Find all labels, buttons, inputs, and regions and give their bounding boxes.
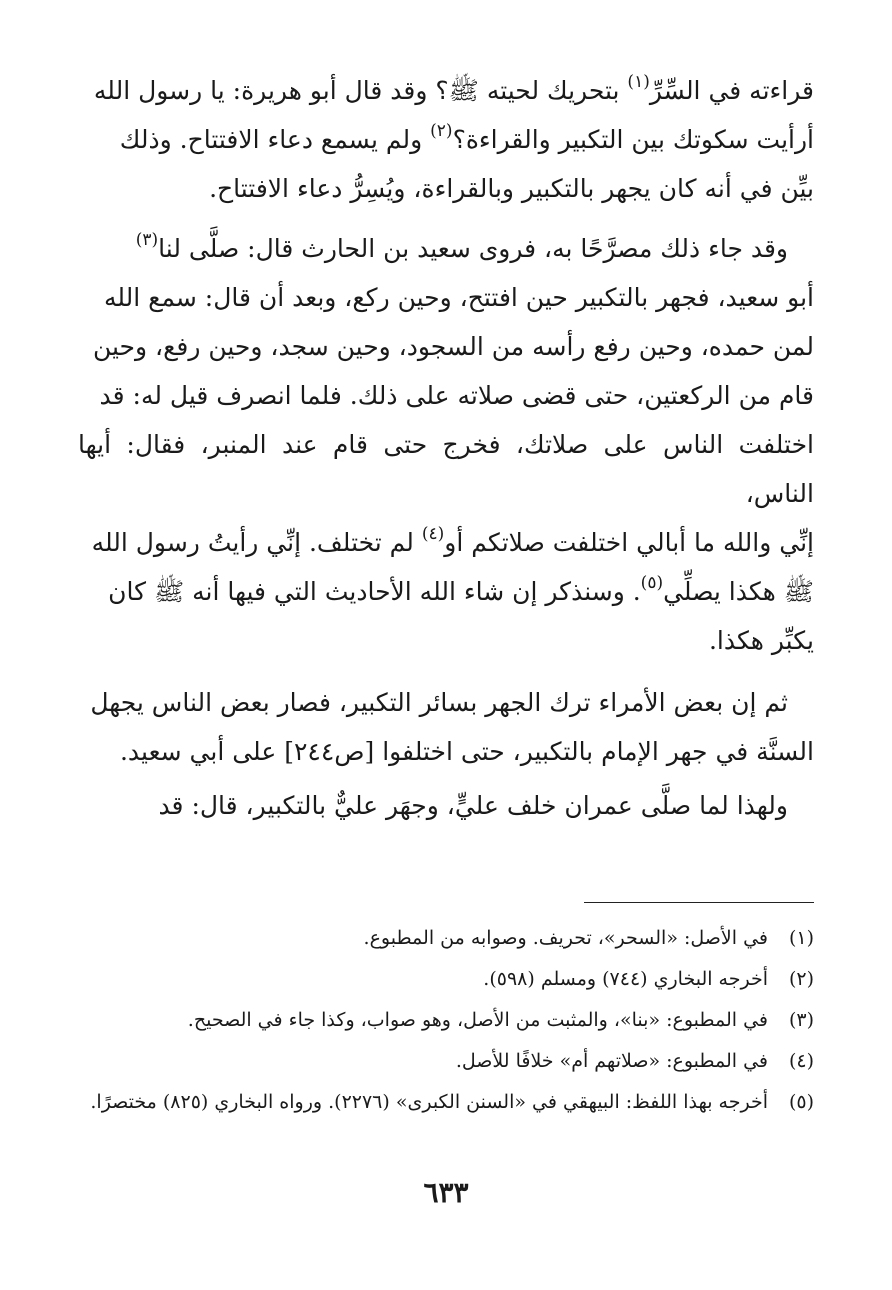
line-text: لم تختلف. إنِّي رأيتُ رسول الله [91, 528, 422, 557]
line-text: يكبِّر هكذا. [708, 626, 814, 655]
footnote-number: (٢) [788, 968, 814, 990]
paragraph-line [78, 164, 814, 213]
paragraph-line [78, 567, 814, 616]
line-text: قراءته في السِّرِّ [649, 76, 814, 105]
footnote-item [78, 918, 814, 959]
page-number: ٦٣٣ [423, 1176, 469, 1209]
footnote-number: (٣) [788, 1009, 814, 1031]
paragraph-line [78, 115, 814, 164]
paragraph-line [78, 224, 814, 273]
footnote-marker-3[interactable]: (٣) [135, 230, 159, 250]
paragraph-line [78, 273, 814, 322]
paragraph-line [78, 727, 814, 776]
line-text: بيِّن في أنه كان يجهر بالتكبير وبالقراءة، ويُسِرُّ دعاء الافتتاح. [209, 174, 814, 203]
paragraph-line [78, 616, 814, 665]
footnote-text: في المطبوع: «بنا»، والمثبت من الأصل، وهو صواب، وكذا جاء في الصحيح. [187, 1009, 768, 1031]
line-text: إنِّي والله ما أبالي اختلفت صلاتكم أو [444, 528, 814, 557]
line-text: بتحريك لحيته ﷺ؟ وقد قال أبو هريرة: يا رسول الله [93, 76, 628, 105]
paragraph-line [78, 678, 814, 727]
footnote-item [78, 1041, 814, 1082]
footnote-marker-1[interactable]: (١) [627, 72, 650, 92]
footnote-item [78, 1082, 814, 1123]
footnote-marker-5[interactable]: (٥) [640, 573, 664, 593]
paragraph-line [78, 322, 814, 371]
paragraph-line [78, 518, 814, 567]
line-text: أرأيت سكوتك بين التكبير والقراءة؟ [452, 125, 814, 154]
line-text: السنَّة في جهر الإمام بالتكبير، حتى اختلفوا [ص٢٤٤] على أبي سعيد. [119, 737, 814, 766]
line-text: اختلفت الناس على صلاتك، فخرج حتى قام عند المنبر، فقال: أيها الناس، [78, 430, 814, 508]
line-text: ﷺ هكذا يصلِّي [663, 577, 814, 606]
footnote-text: أخرجه بهذا اللفظ: البيهقي في «السنن الكبرى» (٢٢٧٦). ورواه البخاري (٨٢٥) مختصرًا. [90, 1091, 768, 1113]
footnote-number: (١) [788, 927, 814, 949]
footnotes [78, 918, 814, 1123]
line-text: ثم إن بعض الأمراء ترك الجهر بسائر التكبير، فصار بعض الناس يجهل [90, 688, 788, 717]
footnote-separator [584, 902, 814, 903]
footnote-marker-4[interactable]: (٤) [421, 524, 445, 544]
paragraph-line [78, 781, 814, 830]
paragraph-line [78, 66, 814, 115]
footnote-text: في الأصل: «السحر»، تحريف. وصوابه من المطبوع. [363, 927, 768, 949]
line-text: ولم يسمع دعاء الافتتاح. وذلك [119, 125, 431, 154]
page-body [78, 66, 814, 830]
line-text: . وسنذكر إن شاء الله الأحاديث التي فيها أنه ﷺ كان [108, 577, 641, 606]
footnote-marker-2[interactable]: (٢) [430, 121, 453, 141]
line-text: أبو سعيد، فجهر بالتكبير حين افتتح، وحين ركع، وبعد أن قال: سمع الله [103, 283, 814, 312]
footnote-text: في المطبوع: «صلاتهم أم» خلافًا للأصل. [455, 1050, 768, 1072]
footnote-number: (٤) [788, 1050, 814, 1072]
main-text [78, 66, 814, 830]
footnote-text: أخرجه البخاري (٧٤٤) ومسلم (٥٩٨). [483, 968, 768, 990]
paragraph-line [78, 371, 814, 420]
footnote-item [78, 1000, 814, 1041]
paragraph-line [78, 420, 814, 518]
line-text: ولهذا لما صلَّى عمران خلف عليٍّ، وجهَر عليٌّ بالتكبير، قال: قد [158, 791, 788, 820]
line-text: وقد جاء ذلك مصرَّحًا به، فروى سعيد بن الحارث قال: صلَّى لنا [158, 234, 788, 263]
footnote-item [78, 959, 814, 1000]
footnote-number: (٥) [788, 1091, 814, 1113]
line-text: لمن حمده، وحين رفع رأسه من السجود، وحين سجد، وحين رفع، وحين [92, 332, 814, 361]
line-text: قام من الركعتين، حتى قضى صلاته على ذلك. فلما انصرف قيل له: قد [99, 381, 814, 410]
